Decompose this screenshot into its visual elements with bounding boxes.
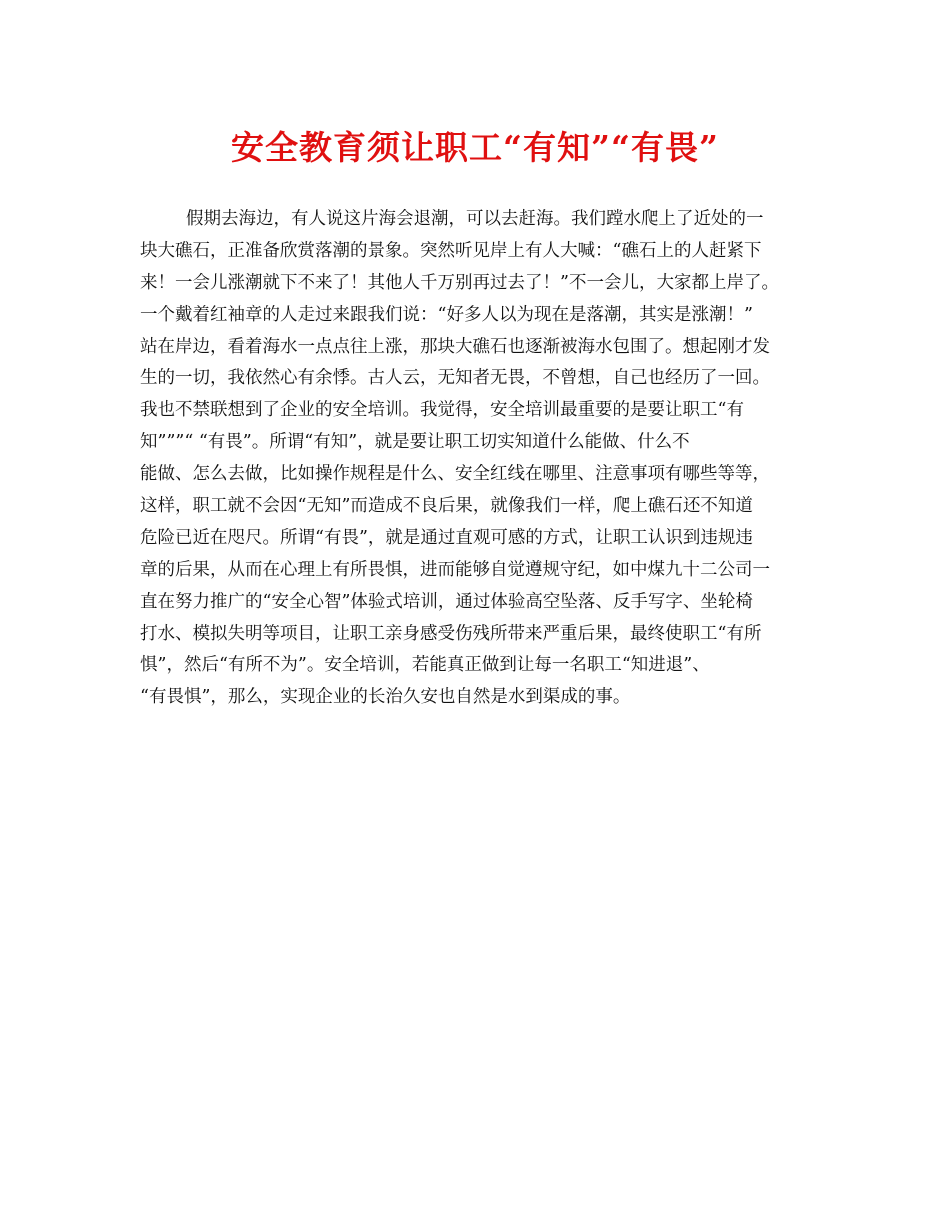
body-line: “有畏惧”，那么，实现企业的长治久安也自然是水到渠成的事。 xyxy=(140,687,631,708)
body-line: 这样，职工就不会因“无知”而造成不良后果，就像我们一样，爬上礁石还不知道 xyxy=(140,496,753,517)
body-line: 打水、模拟失明等项目，让职工亲身感受伤残所带来严重后果，最终使职工“有所 xyxy=(140,623,762,644)
body-line: 来！一会儿涨潮就下不来了！其他人千万别再过去了！”不一会儿，大家都上岸了。 xyxy=(140,272,779,293)
body-line: 知”””“ “有畏”。所谓“有知”，就是要让职工切实知道什么能做、什么不 xyxy=(140,432,690,453)
body-line: 假期去海边，有人说这片海会退潮，可以去赶海。我们蹚水爬上了近处的一 xyxy=(186,209,764,229)
body-line: 能做、怎么去做，比如操作规程是什么、安全红线在哪里、注意事项有哪些等等， xyxy=(140,464,770,485)
body-line: 一个戴着红袖章的人走过来跟我们说：“好多人以为现在是落潮，其实是涨潮！” xyxy=(140,304,753,325)
body-line: 惧”，然后“有所不为”。安全培训，若能真正做到让每一名职工“知进退”、 xyxy=(140,655,710,676)
body-line: 直在努力推广的“安全心智”体验式培训，通过体验高空坠落、反手写字、坐轮椅 xyxy=(140,591,753,612)
body-line: 站在岸边，看着海水一点点往上涨，那块大礁石也逐渐被海水包围了。想起刚才发 xyxy=(140,336,770,357)
body-line: 危险已近在咫尺。所谓“有畏”，就是通过直观可感的方式，让职工认识到违规违 xyxy=(140,527,753,548)
document-body xyxy=(140,204,814,714)
document-title: 安全教育须让职工“有知”“有畏” xyxy=(231,128,719,167)
body-line: 块大礁石，正准备欣赏落潮的景象。突然听见岸上有人大喊：“礁石上的人赶紧下 xyxy=(140,240,762,261)
body-line: 章的后果，从而在心理上有所畏惧，进而能够自觉遵规守纪，如中煤九十二公司一 xyxy=(140,559,770,580)
body-line: 我也不禁联想到了企业的安全培训。我觉得，安全培训最重要的是要让职工“有 xyxy=(140,400,744,421)
body-line: 生的一切，我依然心有余悸。古人云，无知者无畏，不曾想，自己也经历了一回。 xyxy=(140,368,770,389)
